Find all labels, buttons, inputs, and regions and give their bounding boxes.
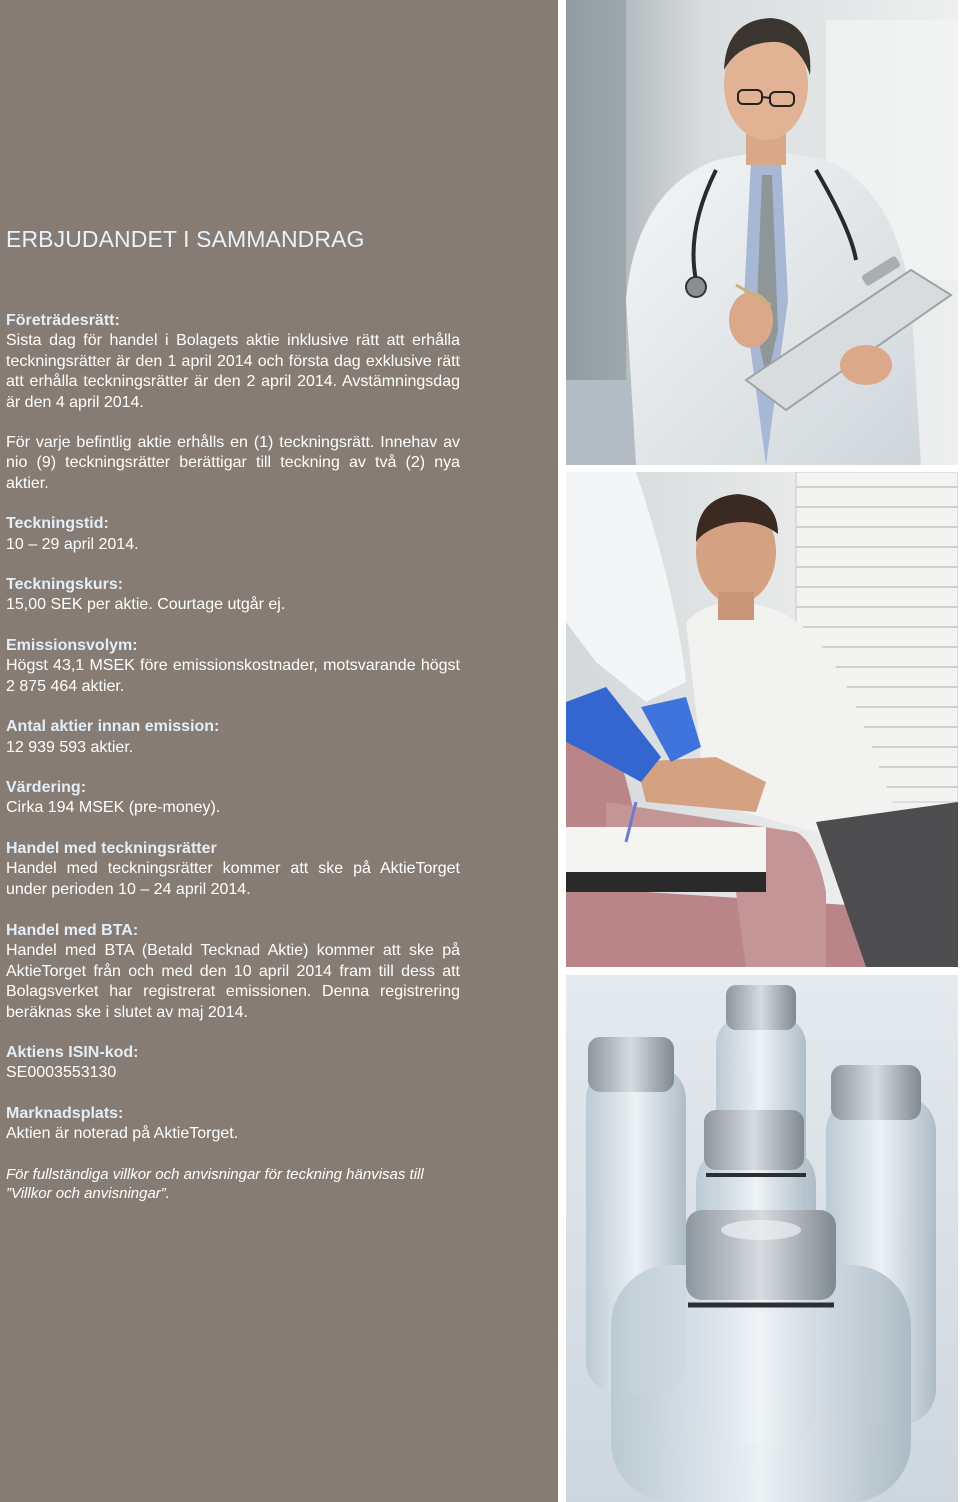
section-text: Högst 43,1 MSEK före emissionskostnader, motsvarande högst 2 875 464 aktier.: [6, 657, 460, 695]
doctor-photo: [566, 0, 958, 465]
section-heading: Handel med teckningsrätter: [6, 839, 217, 857]
section-text: Sista dag för handel i Bolagets aktie inklusive rätt att erhålla teckningsrätter är den 1 april 2014 och första dag exklusive rätt att erhålla teckningsrätter är den 2 april 2014. Avstämningsdag är den 4 april 2014.: [6, 332, 460, 411]
section-heading: Antal aktier innan emission:: [6, 718, 220, 736]
terms-note: För fullständiga villkor och anvisningar för teckning hänvisas till ”Villkor och anvisningar”.: [6, 1165, 424, 1202]
section-teckningskurs: [6, 575, 460, 616]
section-teckningstid: [6, 514, 460, 555]
section-heading: Företrädesrätt:: [6, 312, 120, 329]
section-heading: Emissionsvolym:: [6, 636, 138, 654]
section-text: För varje befintlig aktie erhålls en (1) teckningsrätt. Innehav av nio (9) teckningsrätter berättigar till teckning av två (2) nya aktier.: [6, 434, 460, 492]
section-text: Handel med teckningsrätter kommer att ske på AktieTorget under perioden 10 – 24 april 2014.: [6, 860, 460, 898]
section-heading: Marknadsplats:: [6, 1104, 124, 1122]
section-foretradesratt: [6, 311, 460, 413]
section-text: 15,00 SEK per aktie. Courtage utgår ej.: [6, 596, 286, 614]
section-text: Handel med BTA (Betald Tecknad Aktie) kommer att ske på AktieTorget från och med den 10 april 2014 fram till dess att Bolagsverket har registrerat emissionen. Denna registrering beräknas ske i slutet av maj 2014.: [6, 942, 460, 1021]
section-text: SE0003553130: [6, 1064, 117, 1082]
section-vardering: [6, 778, 460, 819]
section-text: 12 939 593 aktier.: [6, 738, 134, 756]
section-text: Aktien är noterad på AktieTorget.: [6, 1125, 239, 1143]
vials-photo: [566, 975, 958, 1502]
summary-sections: [6, 311, 460, 1203]
section-heading: Teckningskurs:: [6, 576, 124, 594]
section-emissionsvolym: [6, 636, 460, 697]
section-marknadsplats: [6, 1104, 460, 1145]
section-handel-teckningsratter: [6, 839, 460, 900]
section-heading: Aktiens ISIN-kod:: [6, 1043, 139, 1061]
section-handel-bta: [6, 921, 460, 1023]
patient-iv-photo: [566, 472, 958, 967]
section-heading: Handel med BTA:: [6, 921, 139, 939]
section-heading: Teckningstid:: [6, 515, 109, 533]
section-isin-kod: [6, 1043, 460, 1084]
section-heading: Värdering:: [6, 778, 87, 796]
section-teckningsratt-ratio: [6, 433, 460, 494]
page-title: ERBJUDANDET I SAMMANDRAG: [6, 226, 365, 252]
section-text: 10 – 29 april 2014.: [6, 535, 139, 553]
section-antal-aktier: [6, 717, 460, 758]
section-text: Cirka 194 MSEK (pre-money).: [6, 799, 221, 817]
